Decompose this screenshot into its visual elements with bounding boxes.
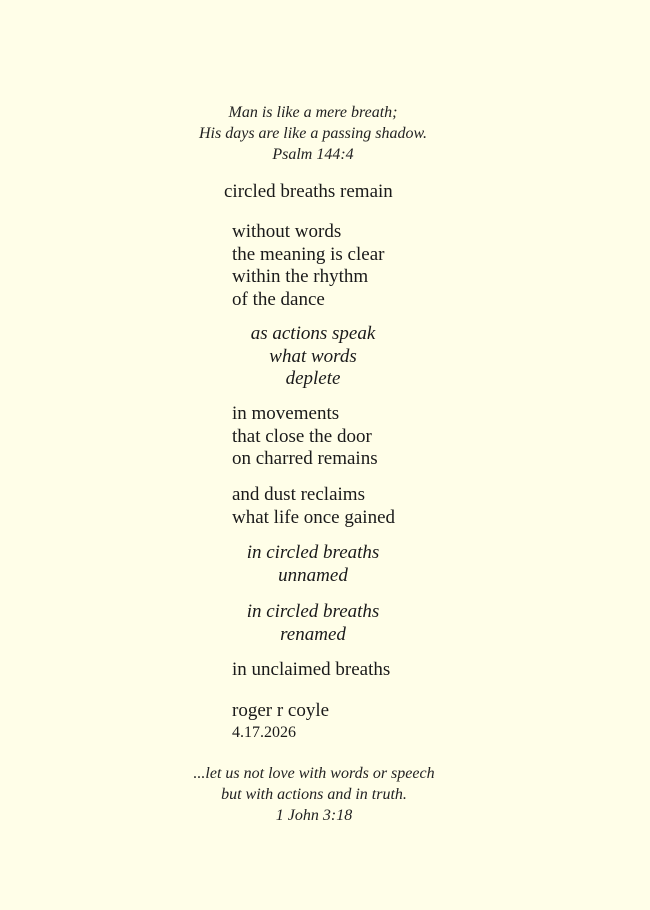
- epigraph-citation: Psalm 144:4: [272, 146, 354, 163]
- poem-line: of the dance: [232, 288, 325, 310]
- stanza-6: [0, 601, 626, 646]
- poem-line: the meaning is clear: [232, 243, 385, 265]
- poem-line: deplete: [285, 368, 341, 389]
- poem-date: 4.17.2026: [232, 724, 296, 741]
- poem-line: in circled breaths: [246, 542, 380, 563]
- stanza-1: [232, 221, 384, 311]
- poem-line: on charred remains: [232, 448, 378, 469]
- poem-line: what life once gained: [232, 506, 396, 528]
- poem-line: in circled breaths: [246, 601, 380, 622]
- poem-line: that close the door: [232, 425, 372, 447]
- poem-line: renamed: [280, 623, 346, 645]
- poem-line: unnamed: [278, 564, 348, 586]
- stanza-5: [0, 542, 626, 587]
- epigraph-line: His days are like a passing shadow.: [199, 125, 427, 142]
- stanza-3: [232, 403, 378, 471]
- closing-quote-line: but with actions and in truth.: [221, 786, 407, 803]
- poem-line: without words: [232, 221, 342, 242]
- epigraph-line: Man is like a mere breath;: [228, 104, 398, 121]
- poem-line: in movements: [232, 403, 340, 424]
- poem-line: and dust reclaims: [232, 484, 365, 505]
- author-name: roger r coyle: [232, 700, 330, 721]
- poem-line: in unclaimed breaths: [232, 659, 391, 680]
- stanza-2: [0, 323, 626, 391]
- closing-quote-line: ...let us not love with words or speech: [193, 765, 435, 782]
- stanza-4: [232, 484, 395, 529]
- poem-line: as actions speak: [250, 323, 376, 344]
- poem-line: within the rhythm: [232, 266, 369, 287]
- poem-title: circled breaths remain: [224, 181, 393, 202]
- closing-quote: [0, 763, 628, 826]
- poem-line: what words: [269, 345, 357, 367]
- epigraph: [0, 102, 626, 165]
- closing-quote-citation: 1 John 3:18: [275, 807, 353, 824]
- stanza-7: [232, 659, 390, 682]
